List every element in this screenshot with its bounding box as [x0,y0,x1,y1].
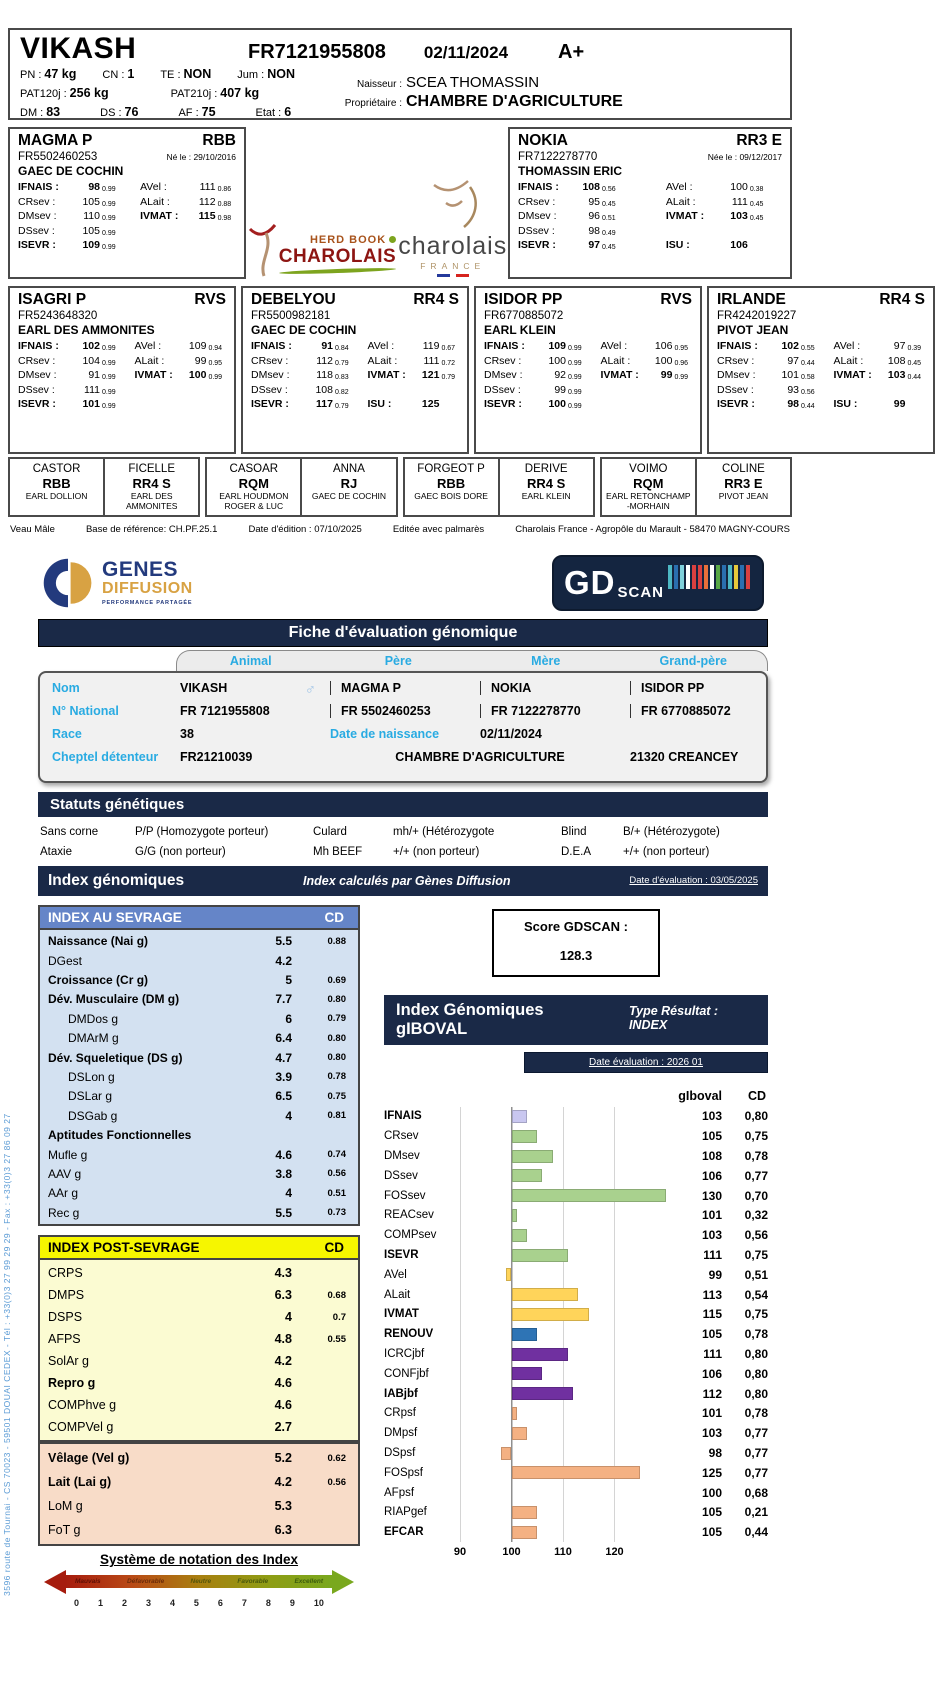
bar [512,1506,538,1519]
bar-track [460,1265,666,1285]
dam-name-cell: NOKIA [480,681,630,695]
footer-item: Date d'édition : 07/10/2025 [248,523,362,535]
dam-name: NOKIA [518,132,568,149]
breeder-label: Naisseur : [356,79,402,90]
owner-label: Propriétaire : [344,98,402,109]
bar [512,1209,517,1222]
chart-row: EFCAR 105 0,44 [384,1522,768,1542]
status-value: G/G (non porteur) [135,845,226,858]
stat-row [367,384,459,399]
bar [512,1189,667,1202]
grandparent-box: IRLANDE RR4 S FR4242019227 PIVOT JEAN IFNAIS : 102 0.55 CRsev : 97 0.44 DMsev : 101 0.58 DSsev : 93 0.56 ISEVR : 98 0.44 AVel : 97 0.39 ALait : 108 0.45 IVMAT : 103 0.44 ISU : 99 [707,286,935,454]
stat-row: ISEVR : 100 0.99 [484,398,582,410]
status-name: Blind [561,825,587,838]
sire-born: Né le : 29/10/2016 [166,152,236,162]
stat-row: DSsev : 98 0.49 [518,224,616,237]
dob-label: Date de naissance [330,726,440,741]
stat-row: ISEVR : 109 0.99 [18,239,116,251]
stat-row: ALait : 112 0.88 [140,195,232,208]
index-row: COMPVel g 2.7 [48,1420,292,1435]
stat-row: ISU : 106 [665,239,748,251]
stat-row: CRsev : 112 0.79 [251,354,349,367]
stat-row: ISEVR : 117 0.79 [251,398,349,410]
chart-row: ALait 113 0,54 [384,1285,768,1305]
stat-row: DMsev : 110 0.99 [18,210,116,222]
greatgrandparent-cell: FORGEOT P RBB GAEC BOIS DORE [414,463,488,501]
bar-track [460,1245,666,1265]
post-weaning-index-table [38,1260,360,1442]
status-value: B/+ (Hétérozygote) [623,825,720,838]
greatgrandparent-cell: ANNA RJ GAEC DE COCHIN [300,459,395,515]
breeder-owner-block [326,74,796,113]
status-value: +/+ (non porteur) [623,845,710,858]
index-row: Mufle g 4.6 0.74 [48,1147,346,1162]
x-tick: 100 [502,1546,521,1559]
index-row: DSPS 4 0.7 [48,1310,346,1325]
stat-row: AVel : 119 0.67 [367,340,456,352]
bar-track [460,1305,666,1325]
race-label: Race [52,726,82,741]
sire-owner: GAEC DE COCHIN [18,164,124,178]
animal-header-top [20,32,780,66]
stat-row: AVel : 111 0.86 [140,181,232,193]
stat-row: IVMAT : 121 0.79 [367,369,456,381]
bar [512,1387,574,1400]
x-tick: 90 [453,1546,467,1559]
measure-pair: DS : 76 [100,105,139,119]
animal-name-cell: VIKASH ♂ [180,680,316,698]
index-row: Dév. Musculaire (DM g) 7.7 0.80 [48,992,346,1007]
stat-row: DSsev : 111 0.99 [18,383,116,396]
chart-row: IFNAIS 103 0,80 [384,1107,768,1127]
chart-row: DSsev 106 0,77 [384,1166,768,1186]
genomic-evaluation-sheet [0,28,925,1683]
status-value: P/P (Homozygote porteur) [135,825,269,838]
stat-row: DMsev : 101 0.58 [717,369,815,381]
sire-name-cell: MAGMA P [330,681,480,695]
measure-pair: Etat : 6 [255,105,292,119]
index-row: AAr g 4 0.51 [48,1186,346,1201]
column-header: Père [384,653,412,668]
chart-row: IABjbf 112 0,80 [384,1384,768,1404]
stat-row: CRsev : 95 0.45 [518,195,616,208]
stat-row: IFNAIS : 102 0.55 [717,340,815,352]
grandparent-box: ISIDOR PP RVS FR6770885072 EARL KLEIN IFNAIS : 109 0.99 CRsev : 100 0.99 DMsev : 92 0.99 DSsev : 99 0.99 ISEVR : 100 0.99 AVel : 106 0.95 ALait : 100 0.96 IVMAT : 99 0.99 [474,286,702,454]
stat-row: DMsev : 91 0.99 [18,369,116,381]
chart-row: COMPsev 103 0,56 [384,1225,768,1245]
measure-pair: AF : 75 [178,105,216,119]
chart-row: DSpsf 98 0,77 [384,1443,768,1463]
index-row: DMPS 6.3 0.68 [48,1288,346,1303]
green-swoosh [279,267,397,275]
index-row: DSGab g 4 0.81 [68,1108,346,1123]
stat-row: ISEVR : 98 0.44 [717,398,815,410]
rating-label: Favorable [237,1578,269,1586]
chart-row: FOSsev 130 0,70 [384,1186,768,1206]
rating-label: Défavorable [126,1578,165,1586]
index-row: DSLon g 3.9 0.78 [68,1069,346,1084]
bar [512,1150,553,1163]
bar-track [460,1107,666,1127]
bar [512,1229,527,1242]
index-row: DMDos g 6 0.79 [68,1011,346,1026]
calving-milk-table [38,1442,360,1546]
column-header: Mère [531,653,561,668]
chart-column [384,905,768,1609]
stat-row: DSsev : 99 0.99 [484,383,582,396]
stat-row: DSsev : 93 0.56 [717,383,815,396]
genes-diffusion-monogram-icon [42,557,94,609]
chart-row: CRsev 105 0,75 [384,1126,768,1146]
measure-pair: CN : 1 [102,67,135,81]
bar-track [460,1285,666,1305]
bar [512,1328,538,1341]
measure-pair: DM : 83 [20,105,61,119]
sire-box [8,127,246,279]
grandparent-box: DEBELYOU RR4 S FR5500982181 GAEC DE COCHIN IFNAIS : 91 0.84 CRsev : 112 0.79 DMsev : 118 0.83 DSsev : 108 0.82 ISEVR : 117 0.79 AVel : 119 0.67 ALait : 111 0.72 IVMAT : 121 0.79 ISU : 125 [241,286,469,454]
green-dot-icon [389,236,396,243]
animal-name: VIKASH [20,32,137,65]
grandparents-row [8,286,925,454]
column-header: Grand-père [659,653,727,668]
index-row: Rec g 5.5 0.73 [48,1205,346,1220]
x-tick: 120 [605,1546,624,1559]
stat-row: DMsev : 118 0.83 [251,369,349,381]
bar [512,1249,569,1262]
column-header: Animal [229,653,272,668]
national-id-label: N° National [52,703,119,718]
genetic-status-grid [38,817,768,862]
chart-row: IVMAT 115 0,75 [384,1305,768,1325]
dam-box [508,127,792,279]
animal-measures [20,67,350,119]
measure-pair: Jum : NON [237,67,295,81]
status-name: Culard [313,825,347,838]
rating-label: Neutre [190,1578,212,1586]
animal-grade: A+ [558,41,585,63]
parents-row [8,127,792,279]
bar-track [460,1522,666,1542]
bar [512,1526,538,1539]
bar-track [460,1146,666,1166]
gsire-name-cell: ISIDOR PP [630,681,760,695]
chart-column-headers: gIboval CD [678,1088,766,1103]
bar [501,1447,511,1460]
arrow-left-icon [44,1570,66,1594]
greatgrandparents-row [8,457,792,517]
measure-pair: PN : 47 kg [20,67,77,81]
bar-track [460,1364,666,1384]
charolais-france-logo: charolais FRANCE [398,177,507,277]
bar-track [460,1324,666,1344]
chart-row: AFpsf 100 0,68 [384,1483,768,1503]
chart-row: CONFjbf 106 0,80 [384,1364,768,1384]
stat-row: CRsev : 97 0.44 [717,354,815,367]
index-row: FoT g 6.3 [48,1523,292,1538]
sire-id: FR5502460253 [18,151,98,163]
animal-info-panel: Nom VIKASH ♂ MAGMA P NOKIA ISIDOR PP N° National FR 7121955808 FR 5502460253 FR 7122278770 FR 6770885072 Race 38 Date de naissance 02/11/2024 Cheptel détenteur FR21210039 CHAMBRE D'AGRICULTURE 21320 CREANCEY [38,671,768,783]
stat-row: IFNAIS : 102 0.99 [18,340,116,352]
status-name: Ataxie [40,845,72,858]
index-row: Dév. Squeletique (DS g) 4.7 0.80 [48,1050,346,1065]
bar [512,1169,543,1182]
stat-row: ISU : 99 [833,398,906,410]
breeder-name: SCEA THOMASSIN [406,74,540,91]
stat-row: CRsev : 105 0.99 [18,195,116,208]
stat-row: IVMAT : 103 0.44 [833,369,922,381]
giboval-bar-chart [384,1107,768,1543]
genomic-index-banner: Index génomiques Index calculés par Gènes Diffusion Date d'évaluation : 03/05/2025 [38,866,768,896]
chart-row: DMpsf 103 0,77 [384,1423,768,1443]
stat-row: IFNAIS : 98 0.99 [18,181,116,193]
genes-diffusion-logo: GENES DIFFUSION PERFORMANCE PARTAGÉE [42,557,193,609]
stat-row: DMsev : 92 0.99 [484,369,582,381]
animal-header [8,28,792,120]
stats-col [518,181,666,254]
bar [512,1348,569,1361]
france-flag-icon [398,274,507,277]
barcode-icon [666,565,750,589]
index-row: Croissance (Cr g) 5 0.69 [48,973,346,987]
gdscan-score-box: Score GDSCAN : 128.3 [492,909,660,977]
bar [506,1268,511,1281]
chart-row: CRpsf 101 0,78 [384,1403,768,1423]
measure-pair: TE : NON [160,67,212,81]
logos-row [38,551,768,615]
status-name: Mh BEEF [313,845,363,858]
stat-row: IFNAIS : 108 0.56 [518,181,616,193]
bar-track [460,1443,666,1463]
index-row: SolAr g 4.2 [48,1354,292,1369]
index-row: AFPS 4.8 0.55 [48,1332,346,1347]
stat-row: ALait : 111 0.72 [367,354,456,367]
herd-book-logo: HERD BOOK CHAROLAIS [279,234,396,277]
stats-col [666,181,782,254]
sire-qualification: RBB [202,132,236,149]
sheet-title-banner: Fiche d'évaluation génomique [38,619,768,647]
stat-row: ALait : 108 0.45 [833,354,922,367]
x-tick: 110 [554,1546,572,1559]
bar-track [460,1186,666,1206]
weaning-index-table [38,930,360,1227]
name-label: Nom [52,680,80,695]
rating-scale: Système de notation des Index Mauvais Défavorable Neutre Favorable Excellent 0 1 2 3 4 5 6 7 8 9 10 [38,1552,360,1608]
male-icon: ♂ [304,680,316,698]
stat-row: ISU : 125 [367,398,440,410]
chart-evaluation-date: Date évaluation : 2026 01 [524,1052,768,1073]
greatgrandparent-cell: VOIMO RQM EARL RETONCHAMP -MORHAIN [606,463,691,511]
bar [512,1130,538,1143]
measure-row [20,67,350,81]
stat-row: AVel : 97 0.39 [833,340,922,352]
chart-x-axis [453,1546,666,1562]
bar [512,1367,543,1380]
measure-row [20,105,350,119]
bar-track [460,1463,666,1483]
genomic-section [38,551,768,1609]
animal-national-id: FR7121955808 [248,41,386,63]
stat-row: ALait : 111 0.45 [665,195,764,208]
index-row: DMArM g 6.4 0.80 [68,1031,346,1046]
stat-row: IVMAT : 100 0.99 [134,369,223,381]
index-row: CRPS 4.3 [48,1266,292,1281]
index-row: LoM g 5.3 [48,1499,292,1514]
charolais-cow-icon [247,219,277,277]
stat-row: IFNAIS : 109 0.99 [484,340,582,352]
index-row: COMPhve g 4.6 [48,1398,292,1413]
chart-row: AVel 99 0,51 [384,1265,768,1285]
index-row: Vêlage (Vel g) 5.2 0.62 [48,1451,346,1466]
index-row: Naissance (Nai g) 5.5 0.88 [48,934,346,949]
index-row: AAV g 3.8 0.56 [48,1166,346,1181]
dam-qualification: RR3 E [736,132,782,149]
rating-label: Mauvais [75,1578,101,1586]
bar-track [460,1502,666,1522]
pedigree-footer [8,524,792,535]
bar-track [460,1423,666,1443]
stat-row: IVMAT : 99 0.99 [600,369,689,381]
index-row: Aptitudes Fonctionnelles [48,1128,192,1143]
stat-row: CRsev : 100 0.99 [484,354,582,367]
stat-row: ISEVR : 101 0.99 [18,398,116,410]
bar-track [460,1126,666,1146]
bar [512,1288,579,1301]
sire-name: MAGMA P [18,132,93,149]
bar [512,1110,527,1123]
chart-row: DMsev 108 0,78 [384,1146,768,1166]
greatgrandparent-cell: CASOAR RQM EARL HOUDMON ROGER & LUC [219,463,289,511]
stat-row: DMsev : 96 0.51 [518,210,616,222]
stat-row: AVel : 109 0.94 [134,340,223,352]
grandparent-box: ISAGRI P RVS FR5243648320 EARL DES AMMONITES IFNAIS : 102 0.99 CRsev : 104 0.99 DMsev : 91 0.99 DSsev : 111 0.99 ISEVR : 101 0.99 AVel : 109 0.94 ALait : 99 0.95 IVMAT : 100 0.99 [8,286,236,454]
stat-row: ISEVR : 97 0.45 [518,239,616,251]
greatgrandparent-cell: COLINE RR3 E PIVOT JEAN [695,459,790,515]
greatgrandparent-cell: CASTOR RBB EARL DOLLION [25,463,88,501]
owner-name: CHAMBRE D'AGRICULTURE [406,93,623,110]
dam-owner: THOMASSIN ERIC [518,164,623,178]
stat-row: ALait : 100 0.96 [600,354,689,367]
measure-row [20,86,350,100]
stat-row: DSsev : 105 0.99 [18,224,116,237]
stats-col [140,181,236,254]
stat-row: IVMAT : 103 0.45 [665,210,764,222]
footer-item: Charolais France - Agropôle du Marault - 58470 MAGNY-COURS [515,523,790,535]
gdscan-score-value: 128.3 [559,947,593,963]
breed-logos [246,127,508,279]
stat-row: ALait : 99 0.95 [134,354,223,367]
stats-col [18,181,140,254]
stat-row [666,225,782,240]
dam-id: FR7122278770 [518,151,598,163]
stat-row: IFNAIS : 91 0.84 [251,340,349,352]
post-weaning-index-header: INDEX POST-SEVRAGE CD [38,1235,360,1260]
bar-track [460,1225,666,1245]
bar-track [460,1344,666,1364]
bar [512,1427,527,1440]
stat-row [833,384,925,399]
bar-track [460,1403,666,1423]
stat-row: DSsev : 108 0.82 [251,383,349,396]
relatives-column-headers [176,650,768,671]
index-row: Repro g 4.6 [48,1376,292,1391]
dam-born: Née le : 09/12/2017 [707,152,782,162]
chart-row: FOSpsf 125 0,77 [384,1463,768,1483]
genetic-status-banner: Statuts génétiques [38,792,768,817]
status-name: Sans corne [40,825,99,838]
stat-row: AVel : 100 0.38 [665,181,764,193]
bar [512,1407,517,1420]
bar [512,1308,589,1321]
chart-row: REACsev 101 0,32 [384,1206,768,1226]
index-tables [38,905,360,1609]
index-row: DSLar g 6.5 0.75 [68,1089,346,1104]
weaning-index-header: INDEX AU SEVRAGE CD [38,905,360,930]
bar-track [460,1166,666,1186]
status-name: D.E.A [561,845,592,858]
stat-row: CRsev : 104 0.99 [18,354,116,367]
bar-track [460,1206,666,1226]
pedigree-section [8,28,925,535]
chart-title-banner: Index Génomiques gIBOVAL Type Résultat : INDEX [384,995,768,1045]
index-row: DGest 4.2 [48,953,292,968]
stat-row: IVMAT : 115 0.98 [140,210,232,222]
greatgrandparent-cell: FICELLE RR4 S EARL DES AMMONITES [103,459,198,515]
chart-row: ICRCjbf 111 0,80 [384,1344,768,1364]
footer-item: Editée avec palmarès [392,523,485,535]
status-value: mh/+ (Hétérozygote [393,825,495,838]
measure-pair: PAT210j : 407 kg [170,86,260,100]
charolais-france-cow-icon [420,177,486,229]
address-vertical-text: 3596 route de Tournai - CS 70023 - 59501 DOUAI CEDEX - Tél : +33(0)3 27 99 29 29 - Fax : +33(0)3 27 86 09 27 [2,1113,12,1596]
status-value: +/+ (non porteur) [393,845,480,858]
footer-item: Veau Mâle [10,523,55,535]
rating-numbers: 0 1 2 3 4 5 6 7 8 9 10 [74,1598,324,1609]
greatgrandparent-cell: DERIVE RR4 S EARL KLEIN [498,459,593,515]
chart-row: RENOUV 105 0,78 [384,1324,768,1344]
animal-birth-date: 02/11/2024 [423,43,509,62]
footer-item: Base de référence: CH.PF.25.1 [85,523,218,535]
bar-track [460,1483,666,1503]
index-row: Lait (Lai g) 4.2 0.56 [48,1475,346,1490]
bar [512,1466,641,1479]
evaluation-date: Date d'évaluation : 03/05/2025 [629,875,758,887]
herd-label: Cheptel détenteur [52,749,159,764]
chart-row: ISEVR 111 0,75 [384,1245,768,1265]
gdscan-logo: GD SCAN [552,555,764,611]
rating-label: Excellent [294,1578,323,1586]
measure-pair: PAT120j : 256 kg [20,86,109,100]
stat-row: AVel : 106 0.95 [600,340,689,352]
bar-track [460,1384,666,1404]
rating-arrow [44,1570,354,1594]
arrow-right-icon [332,1570,354,1594]
chart-row: RIAPgef 105 0,21 [384,1502,768,1522]
